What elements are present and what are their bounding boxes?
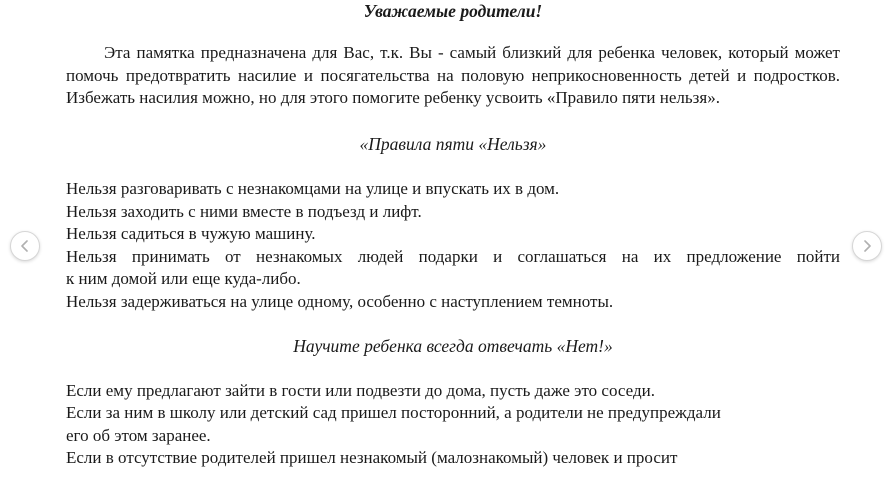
rule-item: Нельзя садиться в чужую машину. [66,224,316,243]
chevron-left-icon [20,240,30,252]
no-item: Если в отсутствие родителей пришел незнакомый (малознакомый) человек и просит [66,448,678,467]
rule-item: Нельзя принимать от незнакомых людей подарки и соглашаться на их предложение пойти [66,246,840,266]
document-title: Уважаемые родители! [363,1,543,21]
intro-paragraph: Эта памятка предназначена для Вас, т.к. Вы - самый близкий для ребенка человек, который может помочь предотвратить насилие и посягательства на половую неприкосновенность детей и подростков. Избежать насилия можно, но для этого помогите ребенку усвоить «Правило пяти нельзя». [66,43,840,107]
no-heading: Научите ребенка всегда отвечать «Нет!» [293,336,613,356]
rules-heading: «Правила пяти «Нельзя» [359,133,547,154]
rule-item: Нельзя разговаривать с незнакомцами на улице и впускать их в дом. [66,179,560,198]
document-page [66,0,840,470]
rules-list [66,178,840,313]
no-list [66,380,840,470]
no-item-continuation: его об этом заранее. [66,425,211,445]
no-item: Если за ним в школу или детский сад пришел посторонний, а родители не предупреждали [66,403,721,422]
next-image-button[interactable] [852,231,882,261]
no-item: Если ему предлагают зайти в гости или подвезти до дома, пусть даже это соседи. [66,380,655,400]
rule-item: Нельзя задерживаться на улице одному, особенно с наступлением темноты. [66,291,614,311]
chevron-right-icon [862,240,872,252]
previous-image-button[interactable] [10,231,40,261]
rule-item-continuation: к ним домой или еще куда-либо. [66,269,301,288]
rule-item: Нельзя заходить с ними вместе в подъезд и лифт. [66,201,422,221]
